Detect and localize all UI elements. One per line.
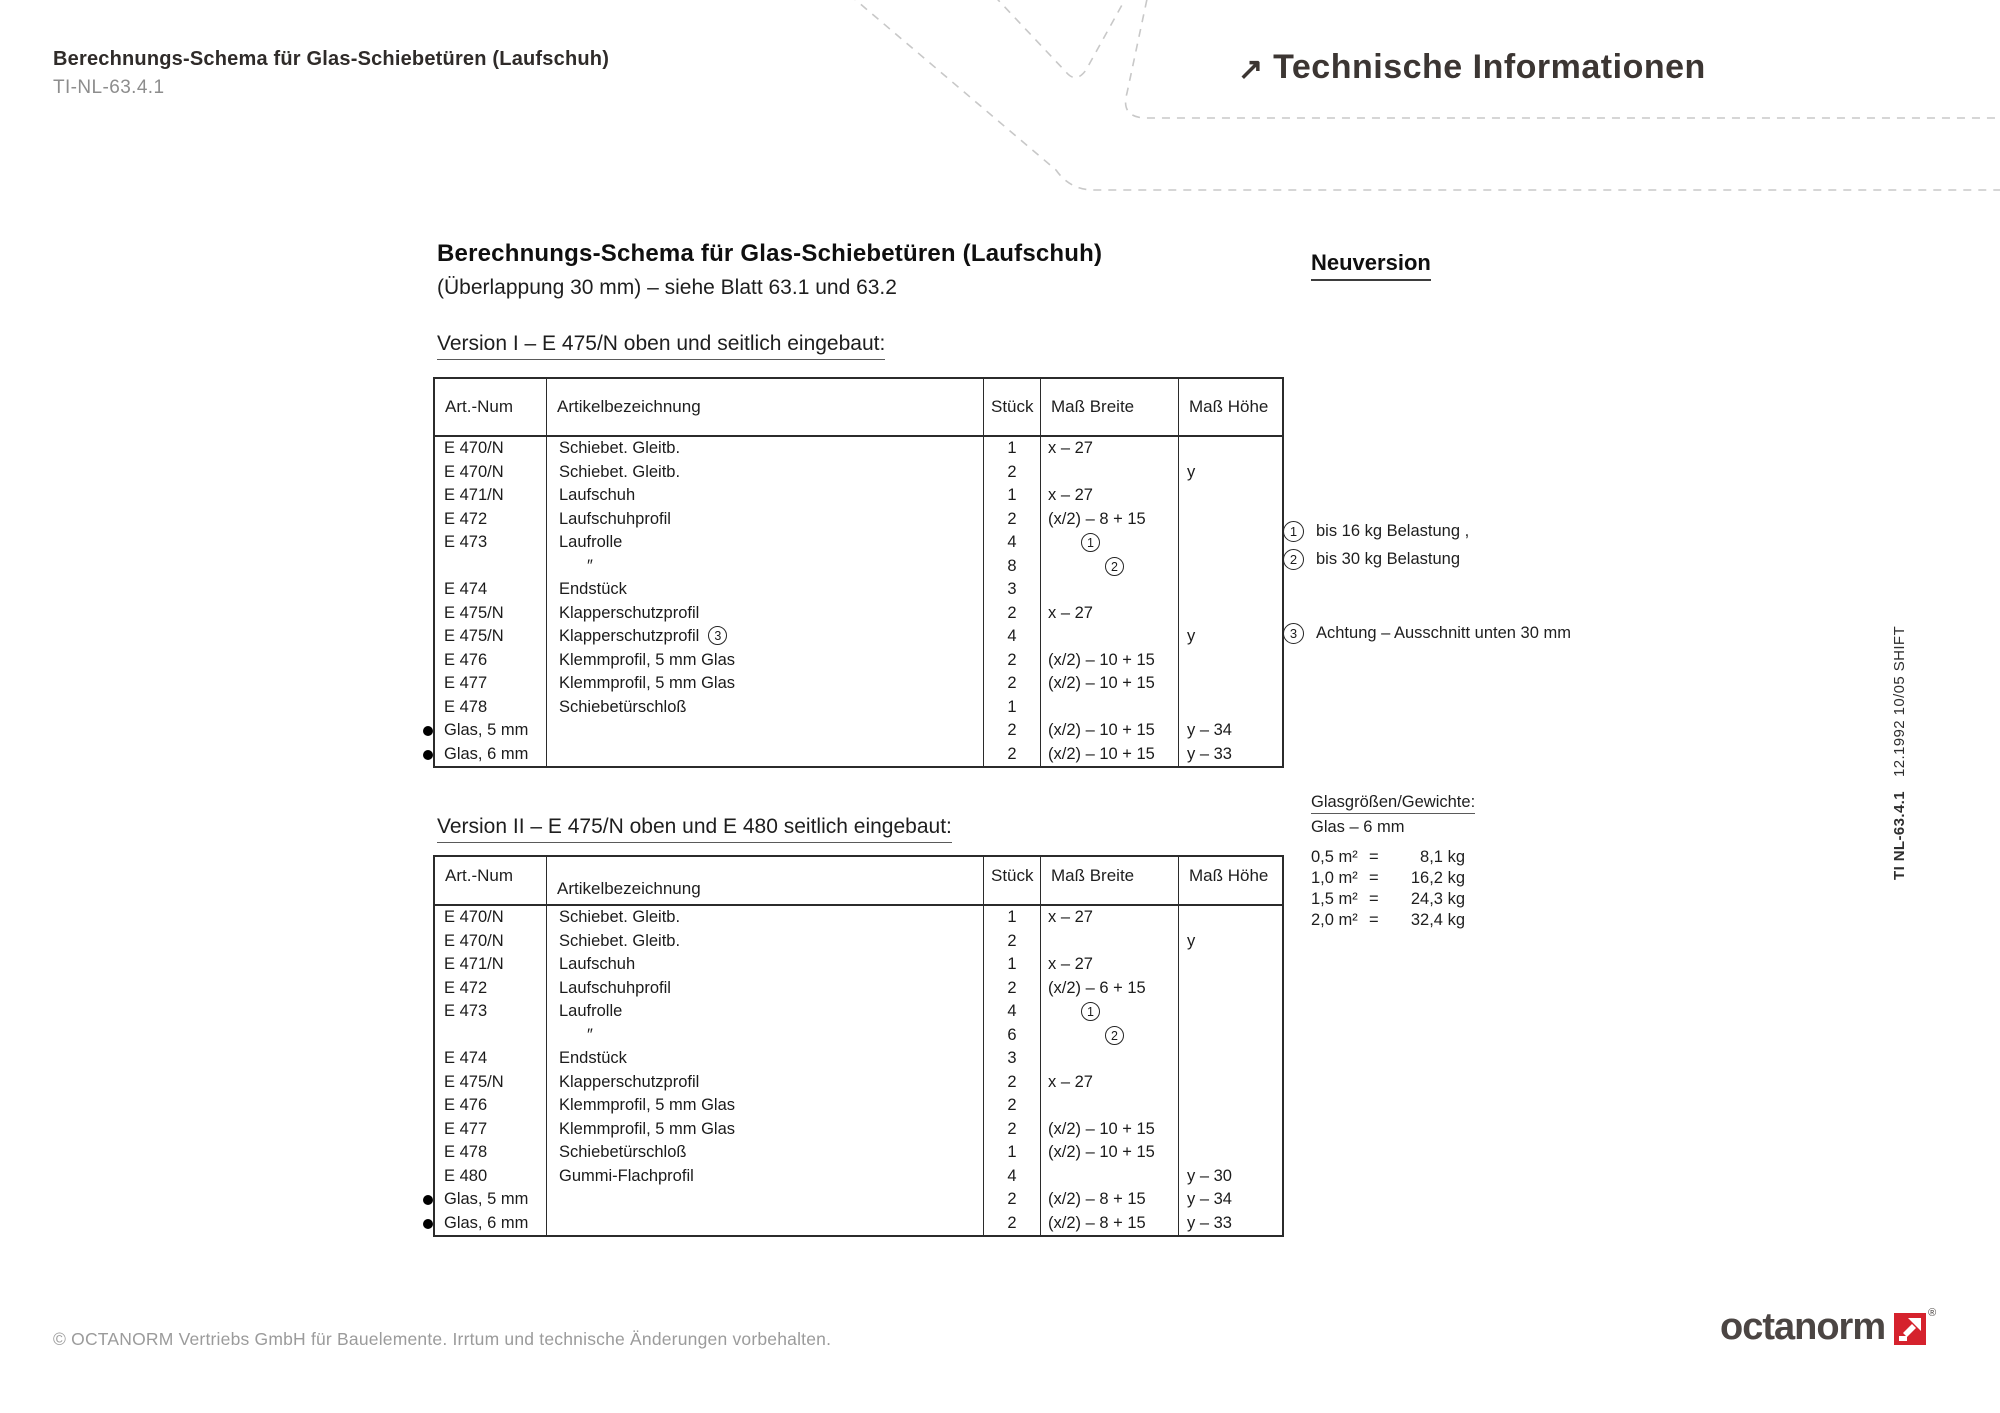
octanorm-logo-mark-icon bbox=[1894, 1313, 1926, 1345]
cell-breite bbox=[1041, 578, 1179, 602]
cell-art: E 473 bbox=[435, 531, 547, 556]
cell-bez bbox=[547, 696, 984, 720]
annotation-3-text: Achtung – Ausschnitt unten 30 mm bbox=[1316, 624, 1571, 642]
column-header: Art.-Num bbox=[435, 379, 547, 435]
cell-stk: 2 bbox=[984, 930, 1041, 954]
cell-bez bbox=[547, 1188, 984, 1212]
cell-breite: (x/2) – 10 + 15 bbox=[1041, 743, 1179, 767]
version-1-table bbox=[433, 377, 1284, 768]
cell-stk: 3 bbox=[984, 1047, 1041, 1071]
table-row bbox=[435, 743, 1282, 767]
cell-art: E 474 bbox=[435, 578, 547, 602]
glass-area: 1,0 m² bbox=[1311, 869, 1358, 887]
cell-art: E 470/N bbox=[435, 906, 547, 930]
table-row bbox=[435, 1071, 1282, 1095]
cell-art: Glas, 5 mm bbox=[435, 1188, 547, 1212]
cell-breite: (x/2) – 8 + 15 bbox=[1041, 508, 1179, 532]
cell-breite bbox=[1041, 625, 1179, 649]
version-1-heading: Version I – E 475/N oben und seitlich eingebaut: bbox=[437, 332, 885, 360]
table-row bbox=[435, 1165, 1282, 1189]
cell-stk: 2 bbox=[984, 1188, 1041, 1212]
cell-breite: x – 27 bbox=[1041, 1071, 1179, 1095]
column-header: Artikelbezeichnung bbox=[547, 379, 984, 435]
cell-art bbox=[435, 555, 547, 580]
cell-art: E 470/N bbox=[435, 437, 547, 461]
cell-breite bbox=[1041, 1024, 1179, 1049]
article-name: Schiebetürschloß bbox=[559, 1143, 687, 1161]
cell-breite: x – 27 bbox=[1041, 437, 1179, 461]
registered-trademark: ® bbox=[1928, 1307, 1937, 1319]
annotation-2-text: bis 30 kg Belastung bbox=[1316, 550, 1461, 568]
article-name: Endstück bbox=[559, 1049, 627, 1067]
annotation-2 bbox=[1283, 549, 1460, 570]
cell-hoehe bbox=[1179, 484, 1282, 508]
table-row bbox=[435, 696, 1282, 720]
cell-bez bbox=[547, 743, 984, 767]
cell-breite bbox=[1041, 1000, 1179, 1025]
cell-breite: (x/2) – 10 + 15 bbox=[1041, 672, 1179, 696]
glass-weight: 24,3 kg bbox=[1410, 890, 1465, 908]
cell-bez bbox=[547, 649, 984, 673]
circled-number-3-icon: 3 bbox=[708, 626, 727, 645]
cell-stk: 2 bbox=[984, 977, 1041, 1001]
table-row bbox=[435, 437, 1282, 461]
cell-stk: 2 bbox=[984, 743, 1041, 767]
glass-weight: 8,1 kg bbox=[1420, 848, 1465, 866]
cell-bez bbox=[547, 977, 984, 1001]
cell-art: E 473 bbox=[435, 1000, 547, 1025]
side-label-doc-id: TI NL-63.4.1 bbox=[1891, 791, 1908, 880]
cell-bez bbox=[547, 953, 984, 977]
cell-breite: (x/2) – 10 + 15 bbox=[1041, 1118, 1179, 1142]
cell-bez bbox=[547, 1118, 984, 1142]
column-header: Stück bbox=[984, 857, 1041, 904]
table-row bbox=[435, 719, 1282, 743]
cell-breite bbox=[1041, 461, 1179, 485]
table-row bbox=[435, 953, 1282, 977]
side-label-date: 12.1992 10/05 SHIFT bbox=[1891, 625, 1908, 777]
cell-stk: 8 bbox=[984, 555, 1041, 580]
table-row bbox=[435, 1047, 1282, 1071]
article-name: Schiebet. Gleitb. bbox=[559, 462, 681, 481]
cell-stk: 2 bbox=[984, 719, 1041, 743]
cell-hoehe: y – 34 bbox=[1187, 721, 1232, 739]
cell-stk: 2 bbox=[984, 649, 1041, 673]
cell-art: E 474 bbox=[435, 1047, 547, 1071]
cell-hoehe bbox=[1179, 1024, 1282, 1049]
cell-art: E 472 bbox=[435, 977, 547, 1001]
cell-breite: x – 27 bbox=[1041, 484, 1179, 508]
octanorm-wordmark: octanorm bbox=[1720, 1306, 1886, 1348]
cell-art: E 475/N bbox=[435, 602, 547, 626]
table-row bbox=[435, 508, 1282, 532]
circled-number-1-icon: 1 bbox=[1283, 521, 1304, 542]
version-2-heading: Version II – E 475/N oben und E 480 seitlich eingebaut: bbox=[437, 815, 952, 843]
cell-stk: 2 bbox=[984, 508, 1041, 532]
cell-stk: 2 bbox=[984, 602, 1041, 626]
article-name: Laufschuh bbox=[559, 486, 636, 504]
cell-bez bbox=[547, 508, 984, 532]
cell-art: E 477 bbox=[435, 672, 547, 696]
cell-hoehe bbox=[1179, 1000, 1282, 1025]
cell-bez bbox=[547, 1047, 984, 1071]
equals-sign: = bbox=[1369, 869, 1379, 887]
technical-information-title: Technische Informationen bbox=[1273, 48, 1706, 86]
cell-bez bbox=[547, 437, 984, 461]
cell-breite: (x/2) – 8 + 15 bbox=[1041, 1188, 1179, 1212]
circled-number-1-icon: 1 bbox=[1081, 533, 1100, 552]
column-header: Maß Höhe bbox=[1189, 866, 1269, 885]
table-row bbox=[435, 625, 1282, 649]
article-name: Schiebet. Gleitb. bbox=[559, 439, 681, 457]
cell-art bbox=[435, 1024, 547, 1049]
cell-stk: 2 bbox=[984, 461, 1041, 485]
article-name: Klemmprofil, 5 mm Glas bbox=[559, 650, 736, 669]
equals-sign: = bbox=[1369, 911, 1379, 929]
cell-hoehe: y – 33 bbox=[1187, 1213, 1232, 1232]
article-name: Endstück bbox=[559, 580, 627, 598]
cell-hoehe bbox=[1179, 1071, 1282, 1095]
table-row bbox=[435, 484, 1282, 508]
equals-sign: = bbox=[1369, 890, 1379, 908]
cell-bez bbox=[547, 531, 984, 556]
cell-art: E 478 bbox=[435, 696, 547, 720]
cell-breite: (x/2) – 10 + 15 bbox=[1041, 1141, 1179, 1165]
cell-bez bbox=[547, 719, 984, 743]
cell-breite bbox=[1041, 555, 1179, 580]
cell-bez bbox=[547, 602, 984, 626]
cell-breite: x – 27 bbox=[1041, 906, 1179, 930]
table-row bbox=[435, 1212, 1282, 1236]
article-name: Laufschuh bbox=[559, 955, 636, 973]
cell-breite: x – 27 bbox=[1041, 602, 1179, 626]
cell-hoehe bbox=[1179, 906, 1282, 930]
cell-art: E 480 bbox=[435, 1165, 547, 1189]
glass-sizes-weights bbox=[1311, 793, 1475, 931]
column-header: Maß Breite bbox=[1041, 379, 1179, 435]
article-name: Klemmprofil, 5 mm Glas bbox=[559, 1096, 736, 1114]
cell-breite: (x/2) – 8 + 15 bbox=[1041, 1212, 1179, 1236]
table-row bbox=[435, 1141, 1282, 1165]
cell-art: E 476 bbox=[435, 1094, 547, 1118]
cell-bez bbox=[547, 930, 984, 954]
content-title: Berechnungs-Schema für Glas-Schiebetüren (Laufschuh) bbox=[437, 240, 1103, 267]
cell-bez bbox=[547, 578, 984, 602]
cell-stk: 4 bbox=[984, 1000, 1041, 1025]
cell-hoehe: y – 34 bbox=[1187, 1190, 1232, 1208]
annotation-1-text: bis 16 kg Belastung , bbox=[1316, 522, 1470, 540]
bullet-icon bbox=[423, 750, 433, 760]
article-name: Klemmprofil, 5 mm Glas bbox=[559, 1119, 736, 1138]
article-name: Klapperschutzprofil bbox=[559, 1072, 700, 1091]
cell-hoehe bbox=[1179, 1047, 1282, 1071]
table-row bbox=[435, 578, 1282, 602]
article-name: Schiebet. Gleitb. bbox=[559, 931, 681, 950]
cell-stk: 1 bbox=[984, 906, 1041, 930]
cell-hoehe bbox=[1179, 602, 1282, 626]
side-document-label bbox=[1891, 620, 1908, 880]
article-name: Laufschuhprofil bbox=[559, 509, 671, 528]
circled-number-2-icon: 2 bbox=[1105, 1026, 1124, 1045]
cell-stk: 6 bbox=[984, 1024, 1041, 1049]
cell-stk: 4 bbox=[984, 1165, 1041, 1189]
cell-stk: 2 bbox=[984, 1212, 1041, 1236]
cell-art: E 470/N bbox=[435, 461, 547, 485]
table-row bbox=[435, 1024, 1282, 1048]
column-header: Stück bbox=[984, 379, 1041, 435]
circled-number-1-icon: 1 bbox=[1081, 1002, 1100, 1021]
cell-bez bbox=[547, 1071, 984, 1095]
cell-bez bbox=[547, 1094, 984, 1118]
column-header: Maß Breite bbox=[1041, 857, 1179, 904]
annotation-1 bbox=[1283, 521, 1469, 542]
cell-hoehe bbox=[1179, 977, 1282, 1001]
table-row bbox=[435, 977, 1282, 1001]
cell-hoehe bbox=[1179, 508, 1282, 532]
cell-bez bbox=[547, 1141, 984, 1165]
cell-stk: 1 bbox=[984, 953, 1041, 977]
table-row bbox=[435, 930, 1282, 954]
cell-stk: 1 bbox=[984, 1141, 1041, 1165]
cell-art: Glas, 5 mm bbox=[435, 719, 547, 743]
bullet-icon bbox=[423, 1195, 433, 1205]
cell-breite bbox=[1041, 531, 1179, 556]
glass-weight: 32,4 kg bbox=[1410, 911, 1465, 929]
cell-art: E 476 bbox=[435, 649, 547, 673]
table-header-row bbox=[435, 857, 1282, 906]
cell-hoehe: y bbox=[1187, 931, 1196, 950]
table-row bbox=[435, 1000, 1282, 1024]
content-subtitle: (Überlappung 30 mm) – siehe Blatt 63.1 und 63.2 bbox=[437, 276, 897, 299]
glass-area: 2,0 m² bbox=[1311, 911, 1358, 929]
cell-hoehe bbox=[1179, 696, 1282, 720]
cell-hoehe bbox=[1179, 555, 1282, 580]
table-row bbox=[435, 1094, 1282, 1118]
table-row bbox=[435, 531, 1282, 555]
table-row bbox=[435, 555, 1282, 579]
version-2-table bbox=[433, 855, 1284, 1237]
neuversion-label: Neuversion bbox=[1311, 250, 1431, 281]
cell-bez bbox=[547, 484, 984, 508]
cell-bez bbox=[547, 461, 984, 485]
cell-hoehe: y – 33 bbox=[1187, 744, 1232, 763]
cell-stk: 1 bbox=[984, 696, 1041, 720]
cell-hoehe: y – 30 bbox=[1187, 1166, 1232, 1185]
cell-art: E 471/N bbox=[435, 953, 547, 977]
cell-bez bbox=[547, 1165, 984, 1189]
arrow-up-right-icon: ↗ bbox=[1238, 52, 1264, 86]
cell-bez bbox=[547, 1024, 984, 1049]
document-id: TI-NL-63.4.1 bbox=[53, 77, 165, 98]
table-row bbox=[435, 1118, 1282, 1142]
table-row bbox=[435, 649, 1282, 673]
cell-hoehe bbox=[1179, 649, 1282, 673]
cell-hoehe bbox=[1179, 953, 1282, 977]
cell-bez bbox=[547, 1000, 984, 1025]
table-header-row bbox=[435, 379, 1282, 437]
cell-art: E 471/N bbox=[435, 484, 547, 508]
cell-hoehe bbox=[1179, 578, 1282, 602]
cell-stk: 1 bbox=[984, 437, 1041, 461]
cell-stk: 1 bbox=[984, 484, 1041, 508]
cell-hoehe: y bbox=[1187, 462, 1196, 481]
cell-bez bbox=[547, 625, 984, 649]
cell-breite: (x/2) – 10 + 15 bbox=[1041, 719, 1179, 743]
article-name: Schiebetürschloß bbox=[559, 697, 687, 716]
glass-info-title: Glasgrößen/Gewichte: bbox=[1311, 793, 1475, 814]
cell-stk: 2 bbox=[984, 1071, 1041, 1095]
article-name: Klapperschutzprofil bbox=[559, 627, 700, 645]
cell-breite: x – 27 bbox=[1041, 953, 1179, 977]
cell-breite: (x/2) – 10 + 15 bbox=[1041, 649, 1179, 673]
cell-art: Glas, 6 mm bbox=[435, 743, 547, 767]
cell-bez bbox=[547, 906, 984, 930]
cell-hoehe bbox=[1179, 437, 1282, 461]
cell-stk: 3 bbox=[984, 578, 1041, 602]
page-header-title: Berechnungs-Schema für Glas-Schiebetüren (Laufschuh) bbox=[53, 48, 610, 70]
cell-breite bbox=[1041, 1165, 1179, 1189]
article-name: Klemmprofil, 5 mm Glas bbox=[559, 674, 736, 692]
cell-breite bbox=[1041, 1047, 1179, 1071]
table-row bbox=[435, 602, 1282, 626]
cell-art: E 470/N bbox=[435, 930, 547, 954]
column-header: Art.-Num bbox=[435, 857, 547, 904]
circled-number-3-icon: 3 bbox=[1283, 623, 1304, 644]
cell-stk: 4 bbox=[984, 625, 1041, 649]
cell-art: E 478 bbox=[435, 1141, 547, 1165]
copyright-text: © OCTANORM Vertriebs GmbH für Bauelemente. Irrtum und technische Änderungen vorbehalten. bbox=[53, 1329, 832, 1349]
cell-stk: 2 bbox=[984, 1118, 1041, 1142]
glass-weight: 16,2 kg bbox=[1410, 869, 1465, 887]
annotation-3 bbox=[1283, 623, 1571, 644]
article-name: Gummi-Flachprofil bbox=[559, 1166, 694, 1185]
table-row bbox=[435, 461, 1282, 485]
cell-art: E 477 bbox=[435, 1118, 547, 1142]
cell-stk: 2 bbox=[984, 672, 1041, 696]
table-row bbox=[435, 1188, 1282, 1212]
cell-hoehe bbox=[1179, 1118, 1282, 1142]
article-name: ″ bbox=[587, 1025, 593, 1044]
octanorm-logo bbox=[1720, 1308, 1936, 1346]
cell-hoehe bbox=[1179, 672, 1282, 696]
equals-sign: = bbox=[1369, 848, 1379, 866]
article-name: Klapperschutzprofil bbox=[559, 603, 700, 622]
cell-breite bbox=[1041, 1094, 1179, 1118]
cell-bez bbox=[547, 1212, 984, 1236]
cell-hoehe bbox=[1179, 1094, 1282, 1118]
cell-hoehe: y bbox=[1187, 627, 1196, 645]
table-row bbox=[435, 672, 1282, 696]
article-name: ″ bbox=[587, 556, 593, 575]
article-name: Laufrolle bbox=[559, 1002, 623, 1020]
article-name: Schiebet. Gleitb. bbox=[559, 908, 681, 926]
cell-bez bbox=[547, 672, 984, 696]
bullet-icon bbox=[423, 726, 433, 736]
technical-information-header bbox=[1238, 48, 1706, 87]
article-name: Laufrolle bbox=[559, 533, 623, 551]
circled-number-2-icon: 2 bbox=[1283, 549, 1304, 570]
cell-breite: (x/2) – 6 + 15 bbox=[1041, 977, 1179, 1001]
table-row bbox=[435, 906, 1282, 930]
bullet-icon bbox=[423, 1219, 433, 1229]
glass-area: 0,5 m² bbox=[1311, 848, 1358, 866]
cell-art: Glas, 6 mm bbox=[435, 1212, 547, 1236]
cell-art: E 472 bbox=[435, 508, 547, 532]
cell-bez bbox=[547, 555, 984, 580]
cell-art: E 475/N bbox=[435, 625, 547, 649]
cell-stk: 4 bbox=[984, 531, 1041, 556]
cell-breite bbox=[1041, 696, 1179, 720]
cell-stk: 2 bbox=[984, 1094, 1041, 1118]
glass-info-subtitle: Glas – 6 mm bbox=[1311, 818, 1405, 836]
cell-hoehe bbox=[1179, 531, 1282, 556]
glass-info-rows bbox=[1311, 847, 1475, 931]
cell-breite bbox=[1041, 930, 1179, 954]
column-header: Maß Höhe bbox=[1189, 397, 1269, 416]
column-header: Artikelbezeichnung bbox=[547, 857, 984, 904]
cell-hoehe bbox=[1179, 1141, 1282, 1165]
circled-number-2-icon: 2 bbox=[1105, 557, 1124, 576]
glass-area: 1,5 m² bbox=[1311, 890, 1358, 908]
dashed-decoration bbox=[0, 0, 2000, 260]
cell-art: E 475/N bbox=[435, 1071, 547, 1095]
article-name: Laufschuhprofil bbox=[559, 978, 671, 997]
